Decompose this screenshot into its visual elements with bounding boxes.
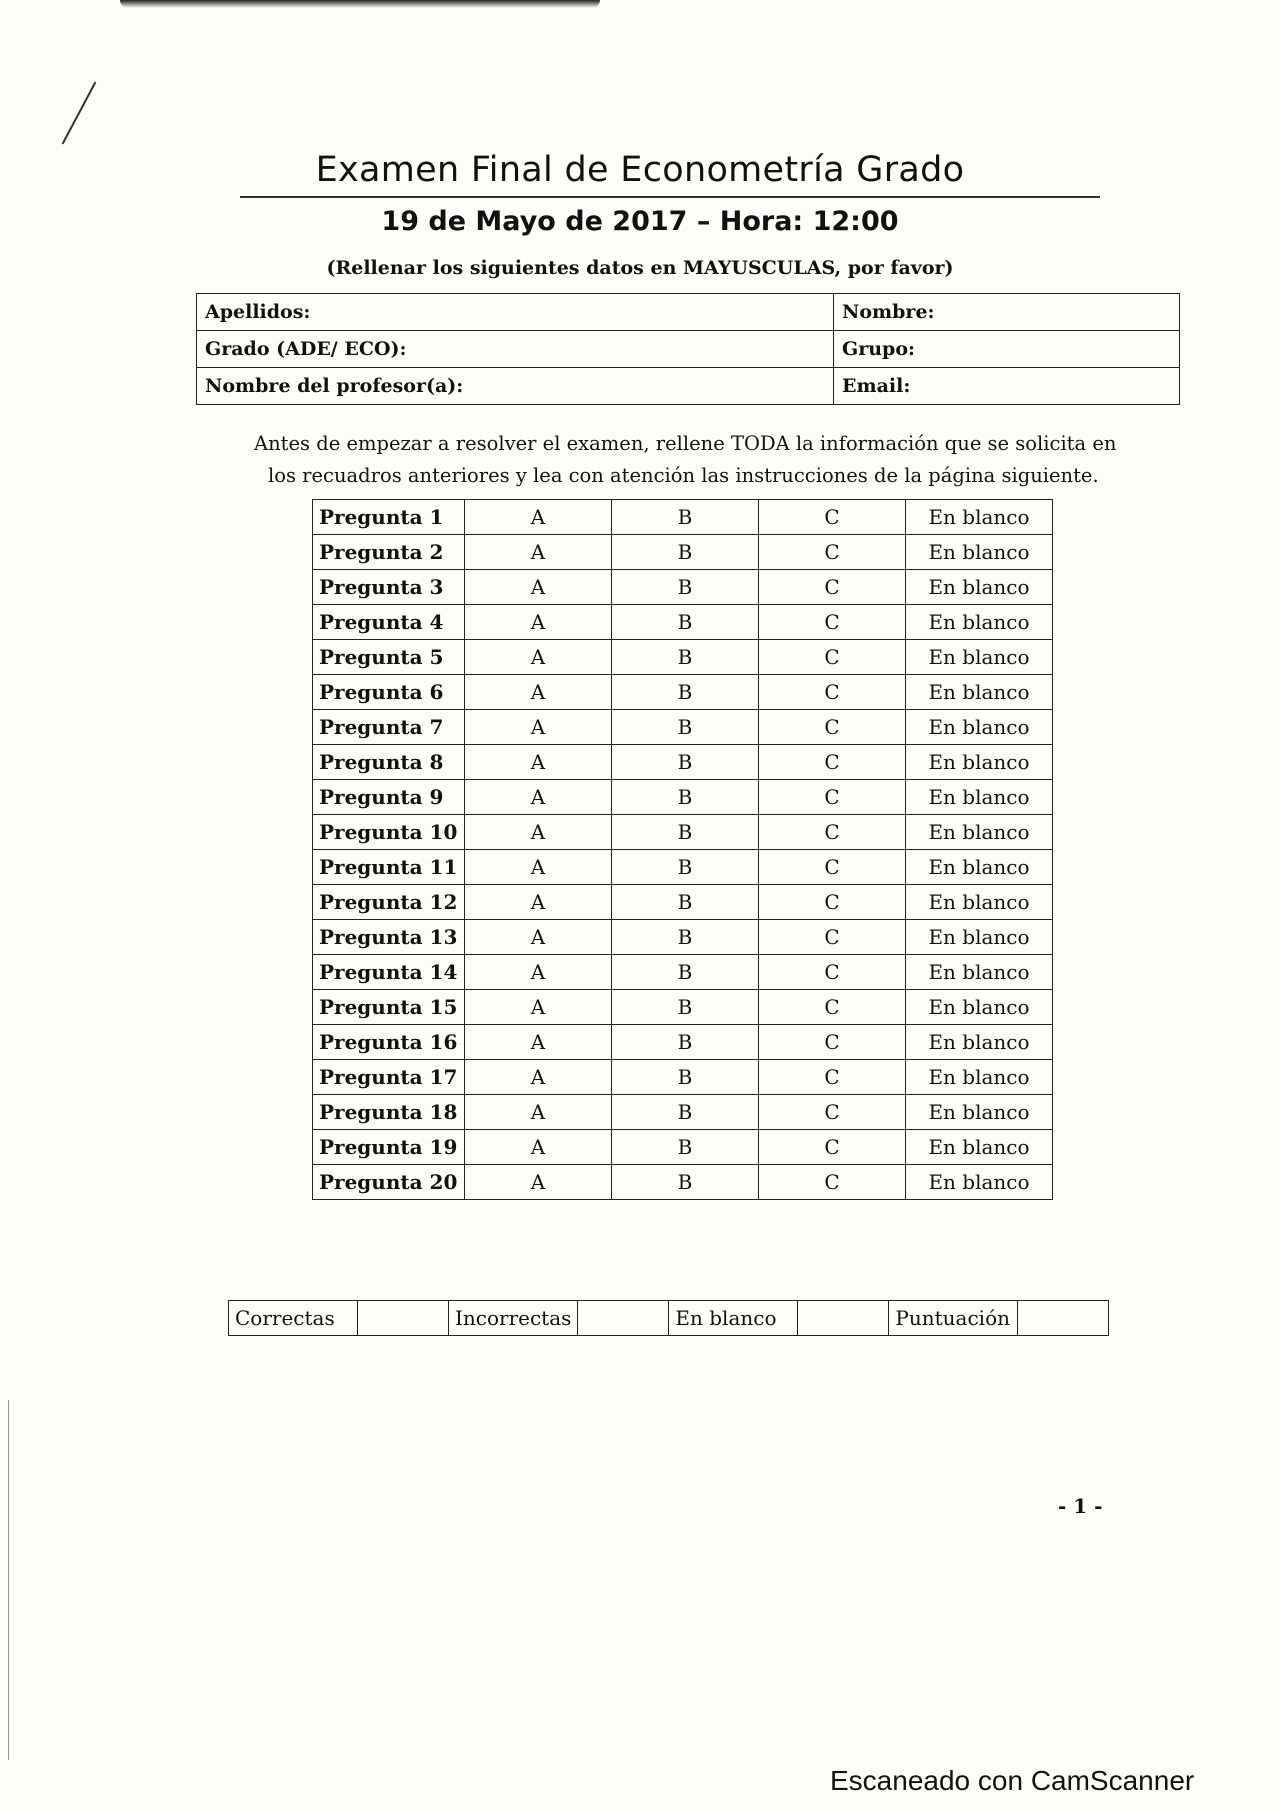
apellidos-field[interactable]: Apellidos:: [197, 294, 834, 331]
puntuacion-label: Puntuación: [889, 1301, 1018, 1336]
question-label: Pregunta 4: [313, 605, 465, 640]
option-c[interactable]: C: [759, 675, 906, 710]
option-b[interactable]: B: [612, 1165, 759, 1200]
option-en-blanco[interactable]: En blanco: [906, 500, 1053, 535]
instructions-line-2: los recuadros anteriores y lea con atención las instrucciones de la página siguiente.: [268, 464, 1099, 487]
question-row: [313, 780, 1053, 815]
question-label: Pregunta 11: [313, 850, 465, 885]
incorrectas-value[interactable]: [578, 1301, 669, 1336]
option-a[interactable]: A: [465, 815, 612, 850]
option-a[interactable]: A: [465, 990, 612, 1025]
option-c[interactable]: C: [759, 640, 906, 675]
option-a[interactable]: A: [465, 535, 612, 570]
question-row: [313, 955, 1053, 990]
profesor-field[interactable]: Nombre del profesor(a):: [197, 368, 834, 405]
option-en-blanco[interactable]: En blanco: [906, 1165, 1053, 1200]
question-row: [313, 1025, 1053, 1060]
option-c[interactable]: C: [759, 990, 906, 1025]
exam-date: 19 de Mayo de 2017 – Hora: 12:00: [381, 206, 899, 237]
option-en-blanco[interactable]: En blanco: [906, 1095, 1053, 1130]
page-title: Examen Final de Econometría Grado: [315, 150, 965, 190]
pen-mark: [62, 82, 97, 145]
option-b[interactable]: B: [612, 570, 759, 605]
question-label: Pregunta 10: [313, 815, 465, 850]
option-en-blanco[interactable]: En blanco: [906, 990, 1053, 1025]
option-en-blanco[interactable]: En blanco: [906, 850, 1053, 885]
option-en-blanco[interactable]: En blanco: [906, 815, 1053, 850]
question-label: Pregunta 13: [313, 920, 465, 955]
option-a[interactable]: A: [465, 1130, 612, 1165]
incorrectas-label: Incorrectas: [449, 1301, 578, 1336]
question-label: Pregunta 3: [313, 570, 465, 605]
correctas-label: Correctas: [229, 1301, 358, 1336]
question-row: [313, 675, 1053, 710]
page-number: - 1 -: [1058, 1494, 1103, 1518]
option-c[interactable]: C: [759, 500, 906, 535]
option-b[interactable]: B: [612, 850, 759, 885]
en-blanco-label: En blanco: [669, 1301, 798, 1336]
option-c[interactable]: C: [759, 850, 906, 885]
en-blanco-value[interactable]: [798, 1301, 889, 1336]
option-en-blanco[interactable]: En blanco: [906, 675, 1053, 710]
option-c[interactable]: C: [759, 535, 906, 570]
title-rule: [240, 196, 1100, 198]
option-b[interactable]: B: [612, 1095, 759, 1130]
question-label: Pregunta 16: [313, 1025, 465, 1060]
question-row: [313, 570, 1053, 605]
option-a[interactable]: A: [465, 710, 612, 745]
option-b[interactable]: B: [612, 1025, 759, 1060]
question-label: Pregunta 8: [313, 745, 465, 780]
option-b[interactable]: B: [612, 780, 759, 815]
option-a[interactable]: A: [465, 1025, 612, 1060]
question-label: Pregunta 6: [313, 675, 465, 710]
student-info-table: [196, 293, 1180, 405]
option-a[interactable]: A: [465, 640, 612, 675]
option-a[interactable]: A: [465, 605, 612, 640]
question-label: Pregunta 2: [313, 535, 465, 570]
option-en-blanco[interactable]: En blanco: [906, 1130, 1053, 1165]
option-a[interactable]: A: [465, 745, 612, 780]
option-b[interactable]: B: [612, 535, 759, 570]
question-row: [313, 605, 1053, 640]
question-row: [313, 990, 1053, 1025]
option-en-blanco[interactable]: En blanco: [906, 885, 1053, 920]
option-a[interactable]: A: [465, 1060, 612, 1095]
question-label: Pregunta 20: [313, 1165, 465, 1200]
option-en-blanco[interactable]: En blanco: [906, 780, 1053, 815]
option-a[interactable]: A: [465, 500, 612, 535]
option-c[interactable]: C: [759, 570, 906, 605]
option-a[interactable]: A: [465, 780, 612, 815]
option-c[interactable]: C: [759, 1060, 906, 1095]
option-en-blanco[interactable]: En blanco: [906, 535, 1053, 570]
option-b[interactable]: B: [612, 710, 759, 745]
option-a[interactable]: A: [465, 955, 612, 990]
option-b[interactable]: B: [612, 990, 759, 1025]
question-row: [313, 815, 1053, 850]
option-c[interactable]: C: [759, 1130, 906, 1165]
question-label: Pregunta 7: [313, 710, 465, 745]
option-en-blanco[interactable]: En blanco: [906, 745, 1053, 780]
answer-grid: [312, 499, 1053, 1200]
option-c[interactable]: C: [759, 605, 906, 640]
question-row: [313, 710, 1053, 745]
option-en-blanco[interactable]: En blanco: [906, 1025, 1053, 1060]
question-row: [313, 745, 1053, 780]
option-b[interactable]: B: [612, 640, 759, 675]
question-label: Pregunta 5: [313, 640, 465, 675]
correctas-value[interactable]: [358, 1301, 449, 1336]
option-b[interactable]: B: [612, 1130, 759, 1165]
question-label: Pregunta 14: [313, 955, 465, 990]
scan-edge: [8, 1400, 9, 1760]
option-b[interactable]: B: [612, 920, 759, 955]
option-c[interactable]: C: [759, 955, 906, 990]
option-b[interactable]: B: [612, 815, 759, 850]
option-c[interactable]: C: [759, 920, 906, 955]
question-row: [313, 640, 1053, 675]
score-table: [228, 1300, 1109, 1336]
option-a[interactable]: A: [465, 570, 612, 605]
nombre-field[interactable]: Nombre:: [834, 294, 1180, 331]
option-b[interactable]: B: [612, 885, 759, 920]
option-en-blanco[interactable]: En blanco: [906, 1060, 1053, 1095]
option-c[interactable]: C: [759, 745, 906, 780]
option-b[interactable]: B: [612, 955, 759, 990]
option-b[interactable]: B: [612, 675, 759, 710]
instructions: [254, 428, 1134, 492]
option-c[interactable]: C: [759, 885, 906, 920]
question-row: [313, 1095, 1053, 1130]
option-c[interactable]: C: [759, 710, 906, 745]
fill-note: (Rellenar los siguientes datos en MAYUSCULAS, por favor): [326, 257, 954, 279]
question-label: Pregunta 19: [313, 1130, 465, 1165]
scan-shadow: [120, 0, 600, 8]
question-row: [313, 920, 1053, 955]
option-a[interactable]: A: [465, 675, 612, 710]
question-row: [313, 1165, 1053, 1200]
option-c[interactable]: C: [759, 1165, 906, 1200]
instructions-line-1: Antes de empezar a resolver el examen, rellene TODA la información que se solicita en: [254, 432, 1117, 455]
question-label: Pregunta 17: [313, 1060, 465, 1095]
option-a[interactable]: A: [465, 920, 612, 955]
option-en-blanco[interactable]: En blanco: [906, 955, 1053, 990]
question-row: [313, 1060, 1053, 1095]
question-row: [313, 885, 1053, 920]
option-a[interactable]: A: [465, 850, 612, 885]
header: [0, 150, 1280, 279]
option-en-blanco[interactable]: En blanco: [906, 605, 1053, 640]
question-label: Pregunta 18: [313, 1095, 465, 1130]
option-b[interactable]: B: [612, 745, 759, 780]
option-en-blanco[interactable]: En blanco: [906, 570, 1053, 605]
camscanner-footer: Escaneado con CamScanner: [830, 1765, 1195, 1796]
option-b[interactable]: B: [612, 605, 759, 640]
option-c[interactable]: C: [759, 1095, 906, 1130]
option-c[interactable]: C: [759, 1025, 906, 1060]
option-b[interactable]: B: [612, 500, 759, 535]
option-c[interactable]: C: [759, 815, 906, 850]
question-label: Pregunta 15: [313, 990, 465, 1025]
grupo-field[interactable]: Grupo:: [834, 331, 1180, 368]
puntuacion-value[interactable]: [1018, 1301, 1109, 1336]
question-label: Pregunta 1: [313, 500, 465, 535]
email-field[interactable]: Email:: [834, 368, 1180, 405]
question-row: [313, 1130, 1053, 1165]
option-a[interactable]: A: [465, 1165, 612, 1200]
option-c[interactable]: C: [759, 780, 906, 815]
option-a[interactable]: A: [465, 1095, 612, 1130]
option-en-blanco[interactable]: En blanco: [906, 640, 1053, 675]
question-row: [313, 535, 1053, 570]
question-row: [313, 850, 1053, 885]
option-a[interactable]: A: [465, 885, 612, 920]
question-label: Pregunta 12: [313, 885, 465, 920]
option-b[interactable]: B: [612, 1060, 759, 1095]
option-en-blanco[interactable]: En blanco: [906, 920, 1053, 955]
option-en-blanco[interactable]: En blanco: [906, 710, 1053, 745]
question-label: Pregunta 9: [313, 780, 465, 815]
grado-field[interactable]: Grado (ADE/ ECO):: [197, 331, 834, 368]
question-row: [313, 500, 1053, 535]
